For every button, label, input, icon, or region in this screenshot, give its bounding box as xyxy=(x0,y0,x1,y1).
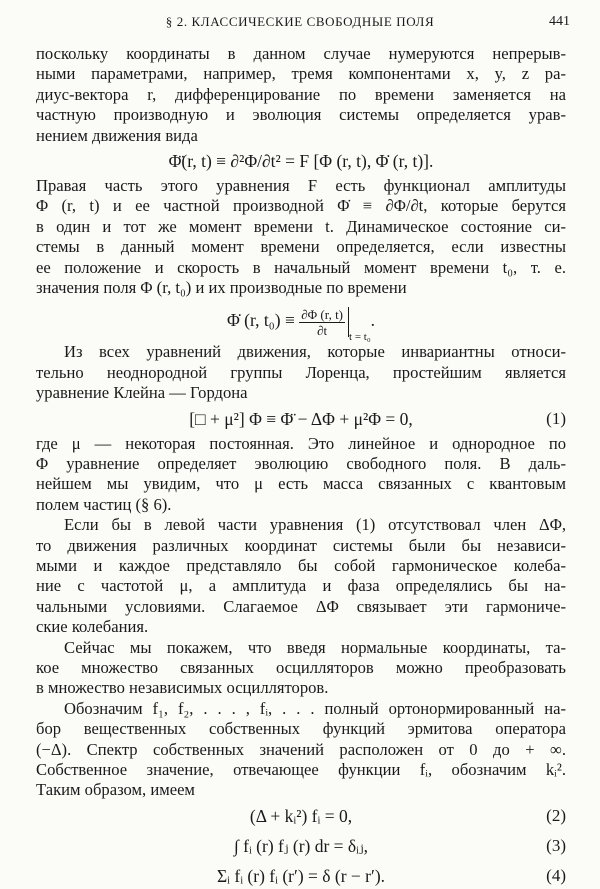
text-line: Обозначим f₁, f₂, . . . , fᵢ, . . . полный ортонормированный на- xyxy=(64,698,566,718)
text-line: Φ (r, t) и ее частной производной Φ̇ ≡ ∂Φ/∂t, которые берутся xyxy=(36,196,566,216)
fraction-numerator: ∂Φ (r, t) xyxy=(301,306,344,322)
text-line: Собственное значение, отвечающее функции fᵢ, обозначим kᵢ². xyxy=(36,760,566,779)
text-line: бор вещественных собственных функций эрмитова оператора xyxy=(36,719,566,739)
text-line: в один и тот же момент времени t. Динамическое состояние си- xyxy=(36,216,566,236)
equation-row xyxy=(36,803,566,829)
text-line: чальными условиями. Слагаемое ΔΦ связывает эти гармониче- xyxy=(36,596,566,616)
derivative-fraction xyxy=(299,307,345,338)
text-line: ние с частотой μ, а амплитуда и фаза определялись бы на- xyxy=(36,576,566,596)
equation-kg-text: [□ + μ²] Φ ≡ Φ̈ − ΔΦ + μ²Φ = 0, xyxy=(189,408,413,429)
text-line: стемы в данный момент времени определяется, если известны xyxy=(36,237,566,257)
fraction-denominator: ∂t xyxy=(317,322,328,338)
text-line: кое множество связанных осцилляторов можно преобразовать xyxy=(36,658,566,677)
text-line: нейшем мы увидим, что μ есть масса связанных с квантовым xyxy=(36,474,566,494)
text-line: ее положение и скорость в начальный момент времени t₀, т. е. xyxy=(36,257,566,277)
page-number: 441 xyxy=(549,14,570,29)
text-line: полем частиц (§ 6). xyxy=(36,494,172,514)
text-line: в множество независимых осцилляторов. xyxy=(36,678,329,698)
equation-row xyxy=(36,863,566,889)
text-line: Из всех уравнений движения, которые инвариантны относи- xyxy=(64,342,566,362)
text-line: то движения различных координат системы были бы независи- xyxy=(36,535,566,555)
text-line: где μ — некоторая постоянная. Это линейное и однородное по xyxy=(36,433,566,453)
text-line: Правая часть этого уравнения F есть функционал амплитуды xyxy=(36,176,566,195)
text-line: Таким образом, имеем xyxy=(36,780,195,800)
text-line: Сейчас мы покажем, что введя нормальные координаты, та- xyxy=(64,637,566,657)
equation-number: (4) xyxy=(546,865,566,885)
text-line: поскольку координаты в данном случае нумеруются непрерыв- xyxy=(36,44,566,63)
equation-initial: Φ̇ (r, t₀) ≡ $\frac{\partial\Phi (r, t)}{\partial t}$ $_{t = t_0}$. xyxy=(226,306,376,344)
text-line: значения поля Φ (r, t₀) и их производные по времени xyxy=(36,278,407,297)
text-line: Φ уравнение определяет эволюцию свободного поля. В даль- xyxy=(36,454,566,473)
text-line: уравнение Клейна — Гордона xyxy=(36,383,248,403)
equation-number: (2) xyxy=(546,805,566,825)
text-line: ными параметрами, например, тремя компонентами x, y, z ра- xyxy=(36,64,566,84)
equation-number: (3) xyxy=(546,835,566,855)
text-line: Если бы в левой части уравнения (1) отсутствовал член ΔΦ, xyxy=(64,515,566,535)
equation-motion: Φ̈(r, t) ≡ ∂²Φ/∂t² = F [Φ (r, t), Φ̇ (r, t)]. xyxy=(168,151,434,171)
equation-klein-gordon xyxy=(36,406,566,432)
equation-text: (Δ + kᵢ²) fᵢ = 0, xyxy=(249,805,353,826)
text-line: (−Δ). Спектр собственных значений расположен от 0 до + ∞. xyxy=(36,739,566,759)
running-head xyxy=(0,14,600,36)
text-line: частную производную и эволюция системы определяется урав- xyxy=(36,105,566,125)
evaluation-subscript: t = t₀ xyxy=(349,331,371,344)
text-line: диус-вектора r, дифференцирование по времени заменяется на xyxy=(36,84,566,104)
equation-initial-lhs: Φ̇ (r, t₀) ≡ xyxy=(226,310,295,331)
text-line: ские колебания. xyxy=(36,617,149,637)
text-line: нением движения вида xyxy=(36,125,198,145)
equation-text: ∫ fᵢ (r) fⱼ (r) dr = δᵢⱼ, xyxy=(233,835,369,856)
section-title: § 2. КЛАССИЧЕСКИЕ СВОБОДНЫЕ ПОЛЯ xyxy=(165,14,435,29)
equation-number: (1) xyxy=(546,408,566,428)
equation-text: Σᵢ fᵢ (r) fᵢ (r′) = δ (r − r′). xyxy=(216,865,386,886)
text-line: тельно неоднородной группы Лоренца, простейшим является xyxy=(36,362,566,382)
equation-row xyxy=(36,833,566,859)
text-line: мыми и каждое представляло бы собой гармоническое колеба- xyxy=(36,556,566,575)
